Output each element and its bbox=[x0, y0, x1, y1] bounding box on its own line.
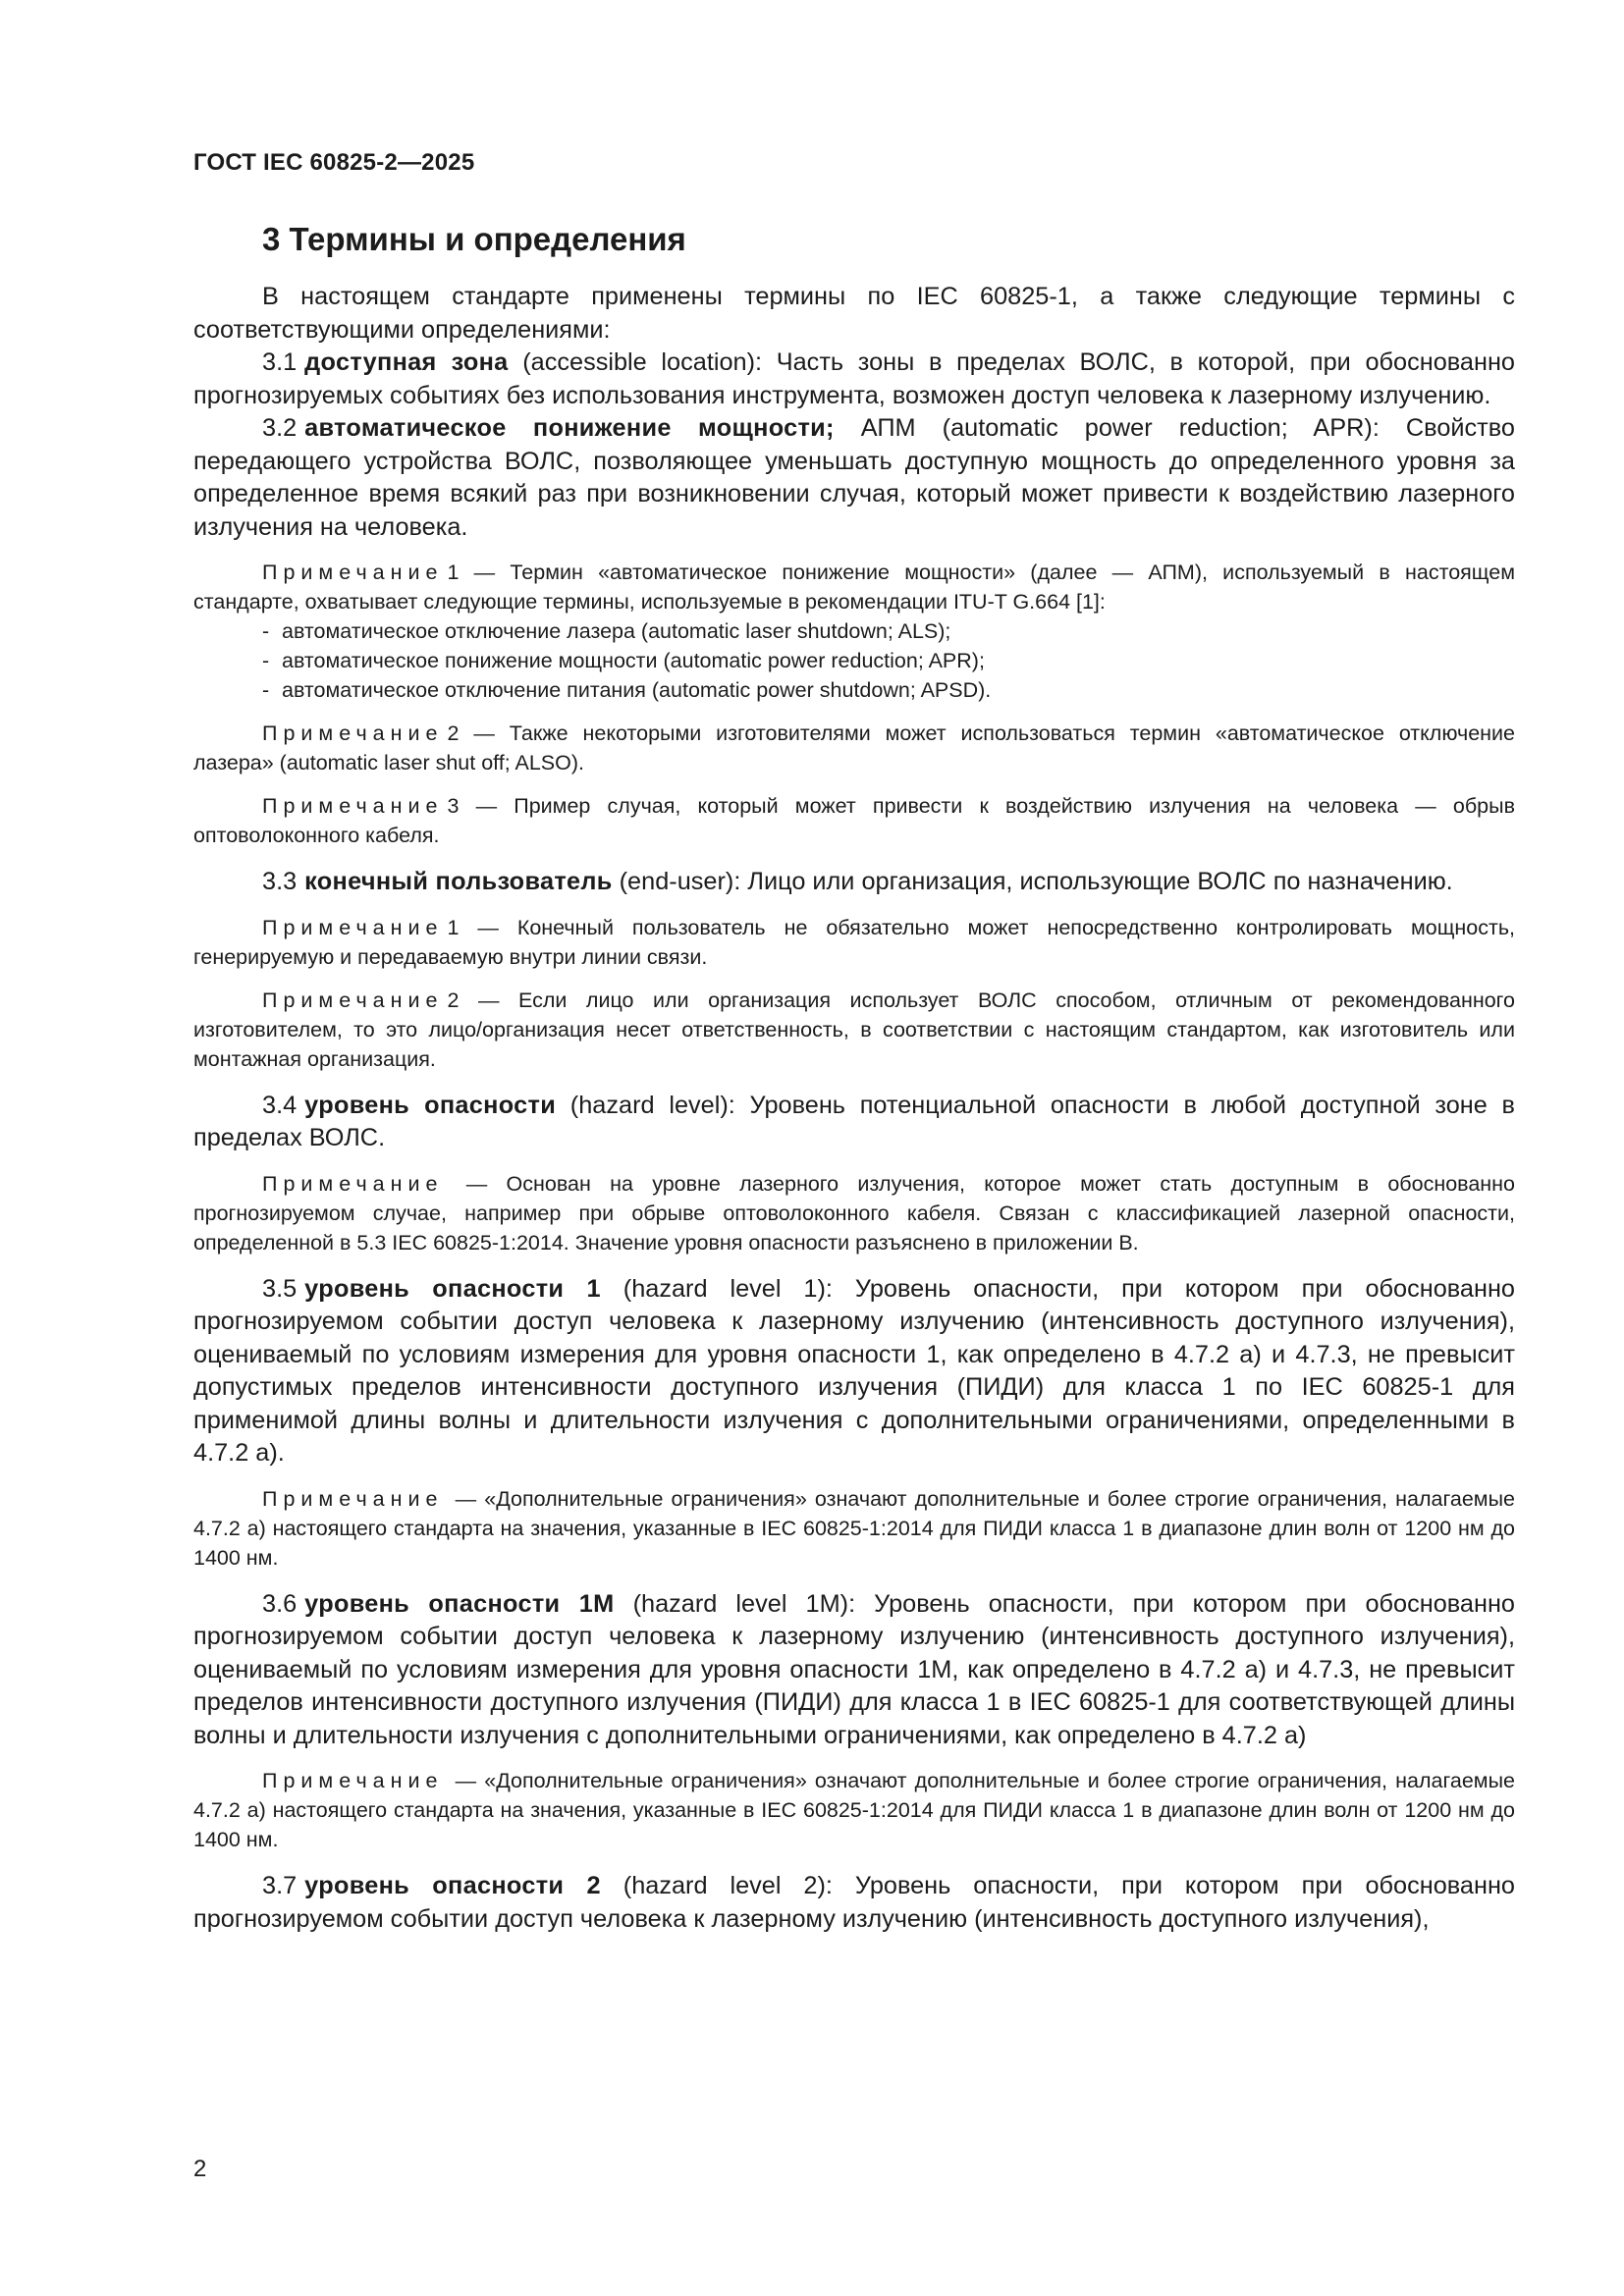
term-definition: (end-user): Лицо или организация, использующие ВОЛС по назначению. bbox=[612, 868, 1453, 895]
note-text: 2 — Также некоторыми изготовителями может использоваться термин «автоматическое отключение лазера» (automatic laser shut off; ALSO). bbox=[193, 721, 1515, 774]
note-label: Примечание bbox=[262, 561, 444, 584]
term-3-5 bbox=[193, 1273, 1515, 1470]
note-text: 2 — Если лицо или организация использует ВОЛС способом, отличным от рекомендованного изготовителем, то это лицо/организация несет ответственность, в соответствии с настоящим стандартом, как изготовитель или монтажная организация. bbox=[193, 988, 1515, 1071]
note bbox=[193, 1484, 1515, 1573]
document-code-header: ГОСТ IEC 60825-2—2025 bbox=[193, 149, 475, 176]
term-3-6 bbox=[193, 1588, 1515, 1753]
section-title: Термины и определения bbox=[289, 221, 686, 257]
list-item: - автоматическое понижение мощности (automatic power reduction; APR); bbox=[262, 646, 1515, 675]
note-label: Примечание bbox=[262, 1171, 444, 1196]
term-definition: АПМ (automatic power reduction; APR): Свойство передающего устройства ВОЛС, позволяющее уменьшать доступную мощность до определенного уровня за определенное время всякий раз при возникновении случая, который может привести к воздействию лазерного излучения на человека. bbox=[193, 414, 1515, 541]
term-number: 3.1 bbox=[262, 348, 298, 376]
note-label: Примечание bbox=[262, 915, 444, 939]
note bbox=[193, 558, 1515, 616]
document-body bbox=[193, 218, 1515, 1936]
note-text: — Основан на уровне лазерного излучения, которое может стать доступным в обоснованно прогнозируемом случае, например при обрыве оптоволоконного кабеля. Связан с классификацией лазерной опасности, определенной в 5.3 IEC 60825-1:2014. Значение уровня опасности разъяснено в приложении В. bbox=[193, 1171, 1515, 1255]
term-number: 3.3 bbox=[262, 868, 298, 895]
term-3-7 bbox=[193, 1870, 1515, 1936]
term-3-1 bbox=[193, 347, 1515, 412]
term-number: 3.4 bbox=[262, 1091, 298, 1119]
term-name: уровень опасности 1М bbox=[304, 1589, 615, 1618]
term-definition: (hazard level 1M): Уровень опасности, при котором при обоснованно прогнозируемом событии доступ человека к лазерному излучению (интенсивность доступного излучения), оцениваемый по условиям измерения для уровня опасности 1М, как определено в 4.7.2 а) и 4.7.3, не превысит пределов интенсивности доступного излучения (ПИДИ) для класса 1 в IEC 60825-1 для соответствующей длины волны и длительности излучения с дополнительными ограничениями, как определено в 4.7.2 а) bbox=[193, 1589, 1516, 1749]
page-number: 2 bbox=[193, 2156, 207, 2182]
term-number: 3.5 bbox=[262, 1274, 298, 1303]
note-text: 3 — Пример случая, который может привести к воздействию излучения на человека — обрыв оптоволоконного кабеля. bbox=[193, 794, 1515, 847]
note-label: Примечание bbox=[262, 721, 444, 745]
term-name: автоматическое понижение мощности; bbox=[304, 414, 835, 442]
term-definition: (hazard level): Уровень потенциальной опасности в любой доступной зоне в пределах ВОЛС. bbox=[193, 1091, 1515, 1151]
term-name: уровень опасности 2 bbox=[304, 1872, 601, 1899]
note-text: — «Дополнительные ограничения» означают дополнительные и более строгие ограничения, налагаемые 4.7.2 а) настоящего стандарта на значения, указанные в IEC 60825-1:2014 для ПИДИ класса 1 в диапазоне длин волн от 1200 нм до 1400 нм. bbox=[193, 1769, 1515, 1851]
note bbox=[193, 719, 1515, 777]
note-label: Примечание bbox=[262, 988, 444, 1012]
term-definition: (accessible location): Часть зоны в пределах ВОЛС, в которой, при обоснованно прогнозируемых событиях без использования инструмента, возможен доступ человека к лазерному излучению. bbox=[193, 348, 1516, 409]
term-3-4 bbox=[193, 1090, 1515, 1155]
note-text: 1 — Термин «автоматическое понижение мощности» (далее — АПМ), используемый в настоящем стандарте, охватывает следующие термины, используемые в рекомендации ITU-T G.664 [1]: bbox=[193, 561, 1515, 614]
note-label: Примечание bbox=[262, 794, 444, 818]
section-heading bbox=[262, 218, 1515, 261]
list-item: - автоматическое отключение питания (automatic power shutdown; APSD). bbox=[262, 675, 1515, 705]
note bbox=[193, 1766, 1515, 1854]
note-label: Примечание bbox=[262, 1769, 444, 1792]
note bbox=[193, 791, 1515, 850]
note-label: Примечание bbox=[262, 1486, 444, 1511]
term-name: конечный пользователь bbox=[304, 868, 613, 895]
section-number: 3 bbox=[262, 221, 281, 257]
note-text: 1 — Конечный пользователь не обязательно может непосредственно контролировать мощность, генерируемую и передаваемую внутри линии связи. bbox=[193, 915, 1515, 969]
term-definition: (hazard level 1): Уровень опасности, при котором при обоснованно прогнозируемом событии доступ человека к лазерному излучению (интенсивность доступного излучения), оцениваемый по условиям измерения для уровня опасности 1, как определено в 4.7.2 а) и 4.7.3, не превысит допустимых пределов интенсивности доступного излучения (ПИДИ) для класса 1 по IEC 60825-1 для применимой длины волны и длительности излучения с дополнительными ограничениями, определенными в 4.7.2 а). bbox=[193, 1274, 1515, 1467]
intro-paragraph: В настоящем стандарте применены термины по IEC 60825-1, а также следующие термины с соответствующими определениями: bbox=[193, 283, 1515, 344]
term-number: 3.6 bbox=[262, 1589, 298, 1618]
term-number: 3.7 bbox=[262, 1872, 298, 1899]
term-definition: (hazard level 2): Уровень опасности, при котором при обоснованно прогнозируемом событии доступ человека к лазерному излучению (интенсивность доступного излучения), bbox=[193, 1872, 1515, 1933]
term-name: доступная зона bbox=[304, 348, 509, 376]
note-list bbox=[193, 616, 1515, 705]
term-3-3 bbox=[193, 866, 1515, 899]
note bbox=[193, 1169, 1515, 1257]
term-3-2 bbox=[193, 412, 1515, 544]
note-text: — «Дополнительные ограничения» означают дополнительные и более строгие ограничения, налагаемые 4.7.2 а) настоящего стандарта на значения, указанные в IEC 60825-1:2014 для ПИДИ класса 1 в диапазоне длин волн от 1200 нм до 1400 нм. bbox=[193, 1486, 1515, 1570]
note bbox=[193, 986, 1515, 1074]
term-name: уровень опасности bbox=[304, 1091, 557, 1119]
note bbox=[193, 913, 1515, 972]
list-item: - автоматическое отключение лазера (automatic laser shutdown; ALS); bbox=[262, 616, 1515, 646]
term-name: уровень опасности 1 bbox=[304, 1274, 601, 1303]
term-number: 3.2 bbox=[262, 414, 298, 442]
